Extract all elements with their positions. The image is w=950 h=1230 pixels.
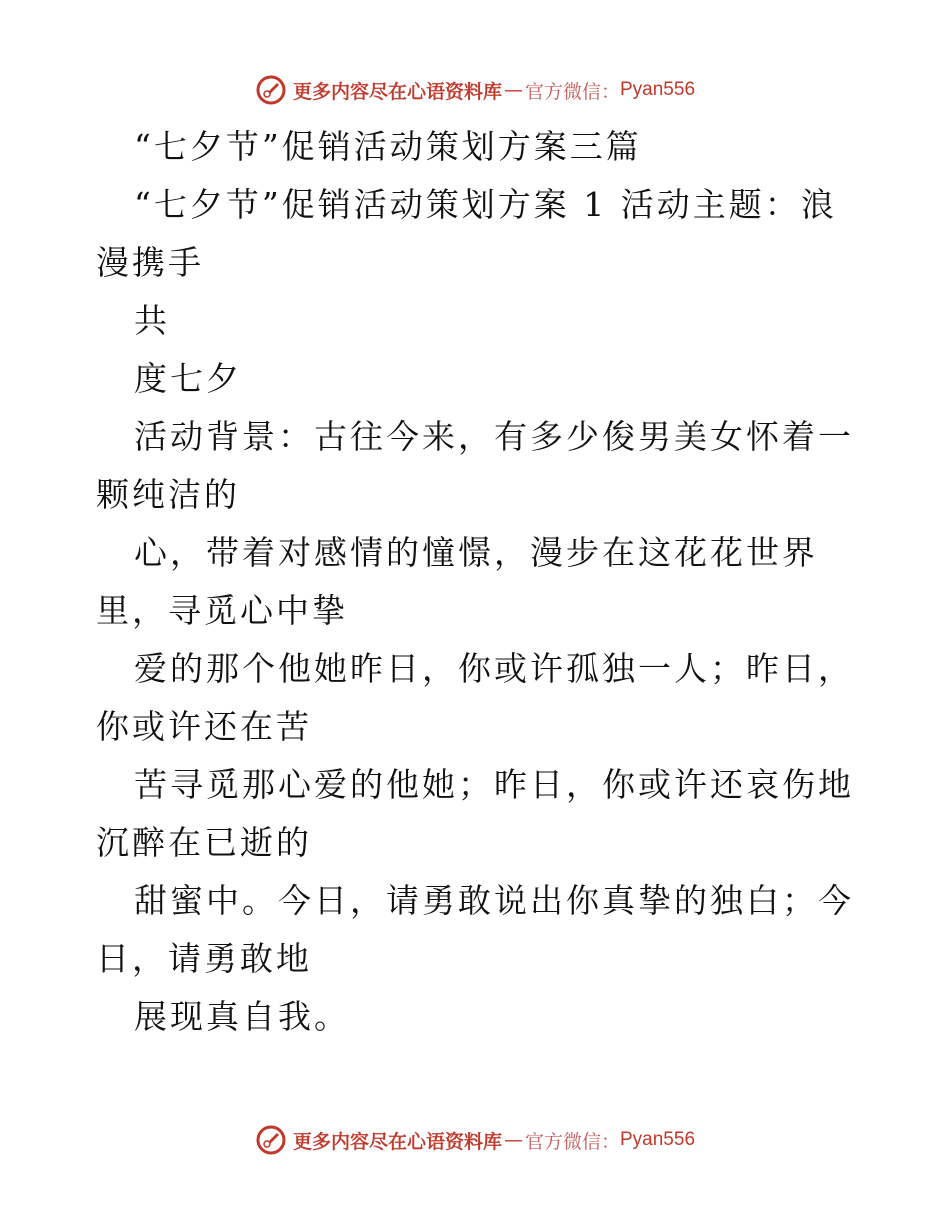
paragraph: 共 — [134, 301, 170, 340]
watermark-header — [0, 70, 950, 110]
document-title: “七夕节”促销活动策划方案三篇 — [134, 127, 642, 166]
paragraph: 心，带着对感情的憧憬，漫步在这花花世界里，寻觅心中挚 — [96, 533, 818, 630]
paragraph: 度七夕 — [134, 359, 242, 398]
watermark-separator: — — [503, 1129, 523, 1151]
paragraph: 展现真自我。 — [134, 997, 350, 1036]
watermark-wechat-id: Pyan556 — [620, 79, 696, 100]
watermark-wechat-label: 官方微信： — [524, 1130, 620, 1153]
watermark-wechat-label: 官方微信： — [524, 80, 620, 103]
quill-logo-icon — [255, 1124, 287, 1156]
watermark-wechat-id: Pyan556 — [620, 1129, 696, 1150]
paragraph: 甜蜜中。今日，请勇敢说出你真挚的独白；今日，请勇敢地 — [96, 881, 854, 978]
paragraph: “七夕节”促销活动策划方案 1 活动主题：浪漫携手 — [96, 185, 837, 282]
watermark-separator: — — [503, 79, 523, 101]
paragraph: 苦寻觅那心爱的他她；昨日，你或许还哀伤地沉醉在已逝的 — [96, 765, 854, 862]
quill-logo-icon — [255, 74, 287, 106]
document-body — [96, 118, 856, 1046]
paragraph: 活动背景：古往今来，有多少俊男美女怀着一颗纯洁的 — [96, 417, 854, 514]
watermark-footer — [0, 1120, 950, 1160]
watermark-text: 更多内容尽在心语资料库 — [292, 80, 502, 103]
watermark-text: 更多内容尽在心语资料库 — [292, 1130, 502, 1153]
paragraph: 爱的那个他她昨日，你或许孤独一人；昨日，你或许还在苦 — [96, 649, 854, 746]
